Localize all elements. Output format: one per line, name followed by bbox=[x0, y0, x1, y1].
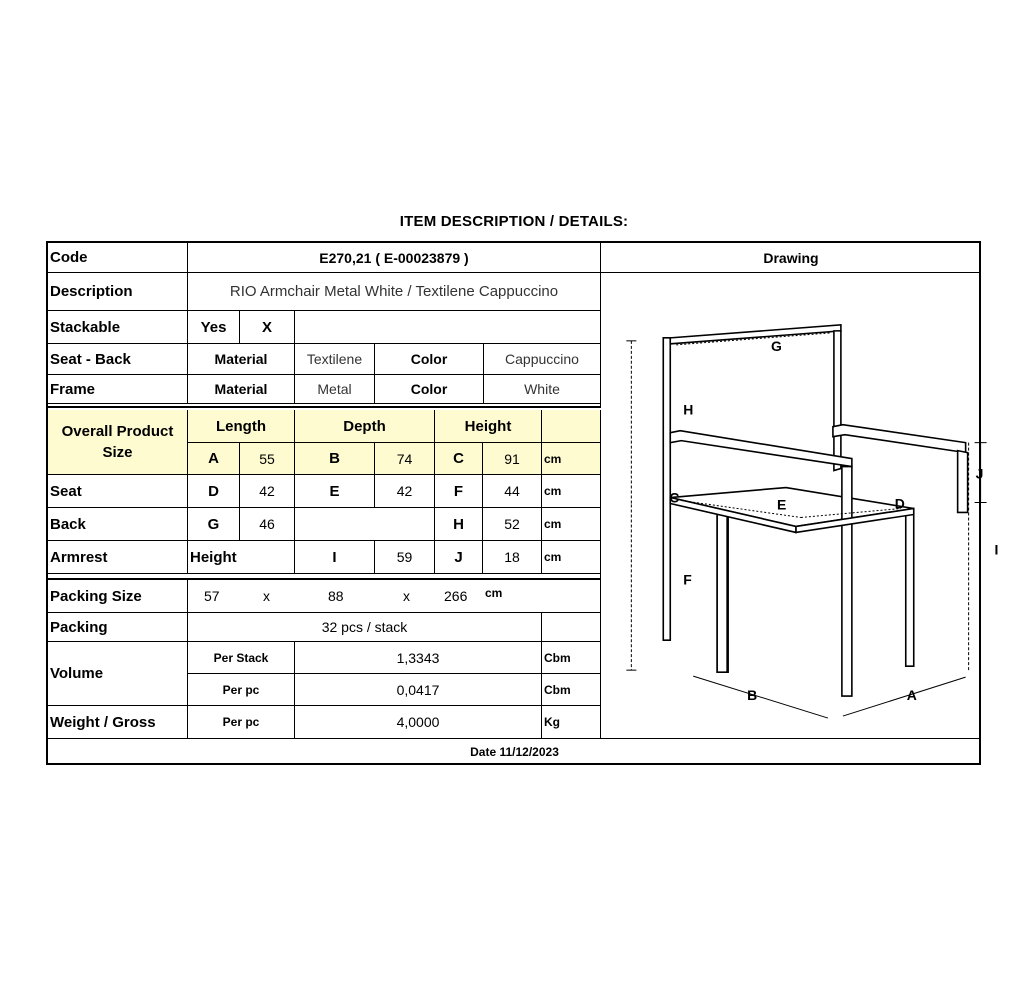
dim-f-label: F bbox=[435, 475, 483, 508]
frame-color-label: Color bbox=[375, 375, 484, 404]
back-empty bbox=[295, 508, 435, 541]
label-i: I bbox=[994, 541, 999, 558]
label-h: H bbox=[683, 401, 694, 418]
seat-label: Seat bbox=[48, 475, 188, 508]
description-value: RIO Armchair Metal White / Textilene Cappuccino bbox=[188, 273, 601, 311]
dim-h-value: 52 bbox=[483, 508, 542, 541]
per-stack-label: Per Stack bbox=[188, 642, 295, 674]
dim-c-label: C bbox=[435, 443, 483, 475]
label-j: J bbox=[975, 465, 984, 482]
dim-a-value: 55 bbox=[240, 443, 295, 475]
dim-j-value: 18 bbox=[483, 541, 542, 574]
dim-g-value: 46 bbox=[240, 508, 295, 541]
armrest-label: Armrest bbox=[48, 541, 188, 574]
packing-value: 32 pcs / stack bbox=[188, 613, 542, 642]
packing-x1: x bbox=[263, 588, 270, 604]
weight-value: 4,0000 bbox=[295, 706, 542, 739]
drawing-header: Drawing bbox=[601, 243, 981, 273]
packing-length: 57 bbox=[204, 588, 220, 604]
packing-height: 266 bbox=[444, 588, 468, 604]
dim-i-value: 59 bbox=[375, 541, 435, 574]
packing-width: 88 bbox=[328, 588, 344, 604]
unit-header-empty bbox=[542, 410, 601, 443]
per-pc-label: Per pc bbox=[188, 674, 295, 706]
seat-back-color-label: Color bbox=[375, 344, 484, 375]
stackable-empty bbox=[295, 311, 601, 344]
label-e: E bbox=[777, 496, 787, 513]
page-title: ITEM DESCRIPTION / DETAILS: bbox=[399, 213, 629, 230]
stackable-mark: X bbox=[240, 311, 295, 344]
per-pc-value: 0,0417 bbox=[295, 674, 542, 706]
stackable-yes: Yes bbox=[188, 311, 240, 344]
seat-back-color: Cappuccino bbox=[484, 344, 601, 375]
label-f: F bbox=[683, 571, 692, 588]
back-unit: cm bbox=[542, 508, 601, 541]
label-g: G bbox=[771, 337, 782, 354]
stackable-label: Stackable bbox=[48, 311, 188, 344]
packing-label: Packing bbox=[48, 613, 188, 642]
packing-x2: x bbox=[403, 588, 410, 604]
overall-label bbox=[48, 410, 188, 475]
packing-size-values bbox=[188, 580, 601, 613]
per-pc-unit: Cbm bbox=[542, 674, 601, 706]
dim-d-label: D bbox=[188, 475, 240, 508]
back-label: Back bbox=[48, 508, 188, 541]
label-b: B bbox=[747, 687, 758, 704]
per-stack-value: 1,3343 bbox=[295, 642, 542, 674]
packing-empty bbox=[542, 613, 601, 642]
frame-material-label: Material bbox=[188, 375, 295, 404]
dim-j-label: J bbox=[435, 541, 483, 574]
dim-f-value: 44 bbox=[483, 475, 542, 508]
seat-back-label: Seat - Back bbox=[48, 344, 188, 375]
dim-h-label: H bbox=[435, 508, 483, 541]
date-footer: Date 11/12/2023 bbox=[470, 745, 559, 759]
frame-label: Frame bbox=[48, 375, 188, 404]
overall-unit: cm bbox=[542, 443, 601, 475]
label-d: D bbox=[894, 495, 905, 512]
label-c: C bbox=[669, 489, 680, 506]
armrest-unit: cm bbox=[542, 541, 601, 574]
seat-unit: cm bbox=[542, 475, 601, 508]
overall-label-text: Overall Product Size bbox=[61, 423, 174, 461]
chair-drawing-svg bbox=[601, 273, 999, 738]
dim-i-label: I bbox=[295, 541, 375, 574]
seat-back-material: Textilene bbox=[295, 344, 375, 375]
code-label: Code bbox=[48, 243, 188, 273]
dim-d-value: 42 bbox=[240, 475, 295, 508]
details-table bbox=[46, 241, 999, 765]
description-label: Description bbox=[48, 273, 188, 311]
dim-g-label: G bbox=[188, 508, 240, 541]
seat-back-material-label: Material bbox=[188, 344, 295, 375]
dim-c-value: 91 bbox=[483, 443, 542, 475]
dim-b-label: B bbox=[295, 443, 375, 475]
frame-color: White bbox=[484, 375, 601, 404]
packing-size-label: Packing Size bbox=[48, 580, 188, 613]
label-a: A bbox=[906, 687, 917, 704]
packing-unit: cm bbox=[485, 586, 503, 600]
frame-material: Metal bbox=[295, 375, 375, 404]
weight-label: Weight / Gross bbox=[48, 706, 188, 739]
per-stack-unit: Cbm bbox=[542, 642, 601, 674]
dim-a-label: A bbox=[188, 443, 240, 475]
depth-header: Depth bbox=[295, 410, 435, 443]
code-value: E270,21 ( E-00023879 ) bbox=[188, 243, 601, 273]
volume-label: Volume bbox=[48, 642, 188, 706]
dim-e-label: E bbox=[295, 475, 375, 508]
chair-drawing bbox=[601, 273, 999, 739]
length-header: Length bbox=[188, 410, 295, 443]
weight-per-pc-label: Per pc bbox=[188, 706, 295, 739]
weight-unit: Kg bbox=[542, 706, 601, 739]
section-divider-line bbox=[48, 406, 601, 408]
dim-e-value: 42 bbox=[375, 475, 435, 508]
height-header: Height bbox=[435, 410, 542, 443]
armrest-height-label: Height bbox=[188, 541, 295, 574]
dim-b-value: 74 bbox=[375, 443, 435, 475]
